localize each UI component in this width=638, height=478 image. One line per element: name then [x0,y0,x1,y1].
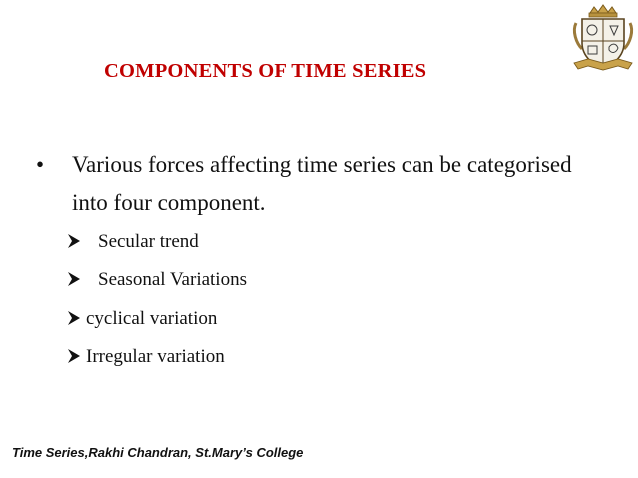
sub-bullet-label: Secular trend [98,231,199,252]
sub-bullet-item [68,307,217,331]
sub-bullet-label: cyclical variation [86,308,218,329]
sub-bullet-label: Irregular variation [86,346,225,367]
sub-bullet-item [68,268,247,292]
bullet-dot-icon: • [36,152,45,177]
arrow-bullet-icon [68,311,80,325]
slide-footer: Time Series,Rakhi Chandran, St.Mary’s College [12,445,304,460]
sub-bullet-label: Seasonal Variations [98,269,247,290]
arrow-bullet-icon [68,272,80,286]
slide-title: COMPONENTS OF TIME SERIES [104,60,427,82]
sub-bullet-item [68,345,225,369]
arrow-bullet-icon [68,234,80,248]
sub-bullet-item [68,230,199,254]
arrow-bullet-icon [68,349,80,363]
college-crest-icon [570,3,636,75]
main-bullet-line-2: into four component. [72,190,266,215]
main-bullet-line-1: Various forces affecting time series can be categorised [72,152,572,177]
